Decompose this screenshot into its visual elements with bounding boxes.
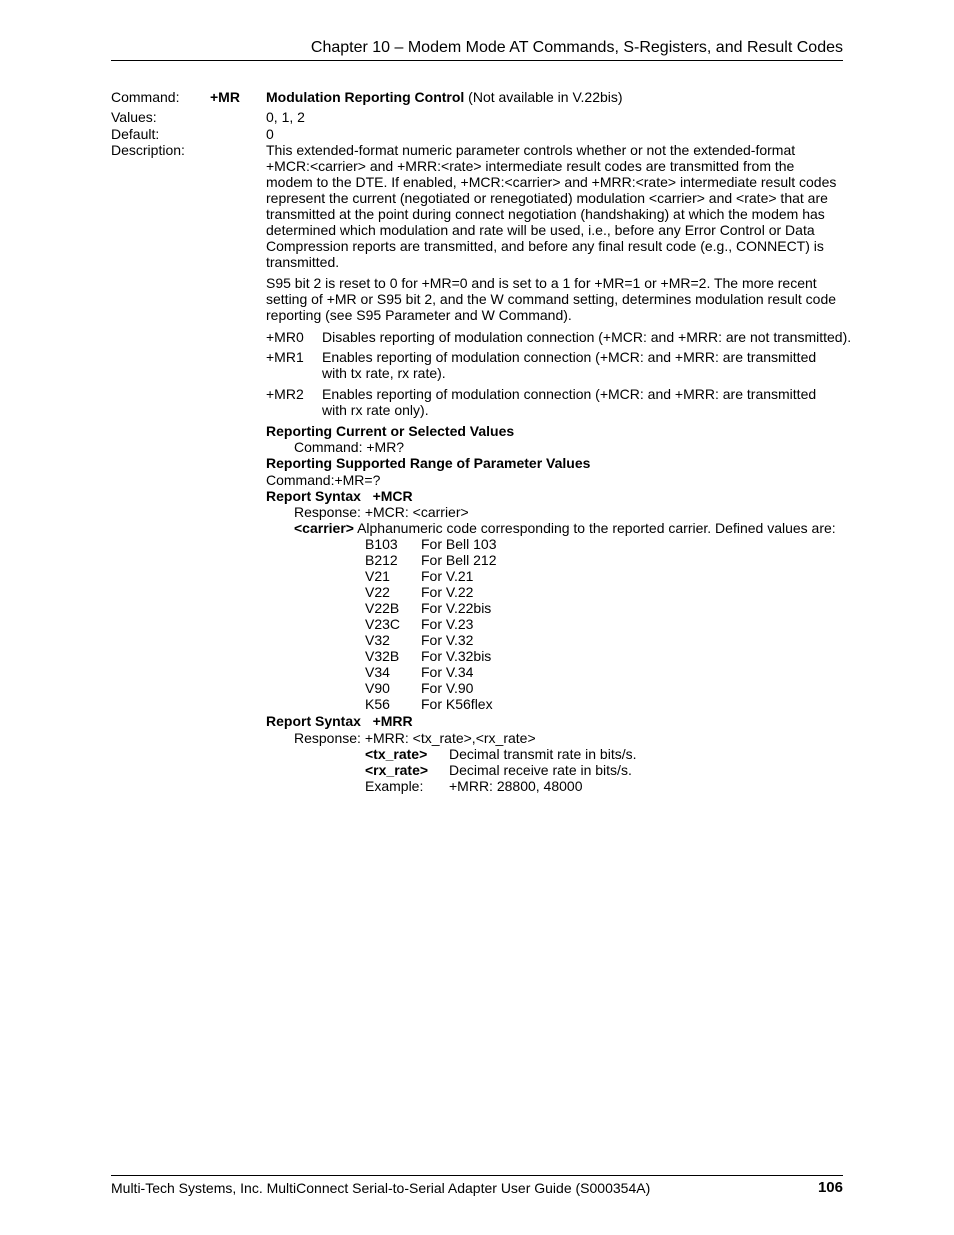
carrier-desc: For V.34: [421, 664, 474, 680]
report-syntax-mcr-heading: [266, 488, 413, 504]
report-syntax-code: +MRR: [372, 713, 413, 729]
carrier-list: [365, 536, 496, 712]
report-syntax-code: +MCR: [372, 488, 413, 504]
command-code: +MR: [210, 89, 240, 105]
carrier-row: [365, 616, 496, 632]
carrier-code: K56: [365, 696, 390, 712]
carrier-desc: For V.22: [421, 584, 474, 600]
carrier-desc: For K56flex: [421, 696, 493, 712]
reporting-range-heading: Reporting Supported Range of Parameter Values: [266, 455, 591, 471]
carrier-code: V32B: [365, 648, 400, 664]
carrier-code: B212: [365, 552, 398, 568]
carrier-code: V23C: [365, 616, 401, 632]
rx-rate-tag: <rx_rate>: [365, 762, 429, 778]
s95-paragraph: [266, 275, 836, 323]
page-footer: [111, 1175, 843, 1197]
carrier-row: [365, 600, 496, 616]
chapter-title: Chapter 10 – Modem Mode AT Commands, S-Registers, and Result Codes: [310, 39, 843, 56]
reporting-current-heading: Reporting Current or Selected Values: [266, 423, 515, 439]
page-header: [111, 38, 843, 61]
carrier-row: [365, 632, 496, 648]
option-code: +MR0: [266, 329, 304, 345]
option-code: +MR2: [266, 386, 304, 402]
report-syntax-mrr-heading: [266, 713, 413, 729]
carrier-code: V22: [365, 584, 390, 600]
page-number: 106: [817, 1179, 843, 1196]
report-syntax-label: Report Syntax: [266, 488, 361, 504]
description-label: Description:: [111, 142, 185, 158]
carrier-desc: For V.23: [421, 616, 474, 632]
description-paragraph: [266, 142, 836, 270]
carrier-desc: For V.32: [421, 632, 474, 648]
option-desc-cont: with tx rate, rx rate).: [322, 365, 446, 381]
description-line: modem to the DTE. If enabled, +MCR:<carrier> and +MRR:<rate> intermediate result codes: [266, 174, 837, 190]
rx-rate-desc: Decimal receive rate in bits/s.: [449, 762, 632, 778]
carrier-code: V22B: [365, 600, 400, 616]
mcr-response: Response: +MCR: <carrier>: [294, 504, 469, 520]
report-syntax-label: Report Syntax: [266, 713, 361, 729]
carrier-desc: For V.21: [421, 568, 474, 584]
default-label: Default:: [111, 126, 160, 142]
carrier-code: B103: [365, 536, 398, 552]
carrier-desc: For V.32bis: [421, 648, 492, 664]
tx-rate-tag: <tx_rate>: [365, 746, 428, 762]
description-line: transmitted at the point during connect negotiation (handshaking) at which the modem has: [266, 206, 825, 222]
s95-line: setting of +MR or S95 bit 2, and the W command setting, determines modulation result code: [266, 291, 837, 307]
option-code: +MR1: [266, 349, 304, 365]
carrier-row: [365, 696, 496, 712]
option-desc: Disables reporting of modulation connection (+MCR: and +MRR: are not transmitted).: [322, 329, 852, 345]
carrier-row: [365, 568, 496, 584]
reporting-range-command: Command:+MR=?: [266, 472, 381, 488]
values-label: Values:: [111, 109, 157, 125]
carrier-row: [365, 680, 496, 696]
command-name: Modulation Reporting Control: [266, 89, 465, 105]
carrier-row: [365, 664, 496, 680]
s95-line: S95 bit 2 is reset to 0 for +MR=0 and is set to a 1 for +MR=1 or +MR=2. The more recent: [266, 275, 817, 291]
description-line: +MCR:<carrier> and +MRR:<rate> intermediate result codes are transmitted from the: [266, 158, 795, 174]
carrier-desc: For Bell 212: [421, 552, 497, 568]
command-label: Command:: [111, 89, 180, 105]
carrier-row: [365, 552, 496, 568]
option-desc-cont: with rx rate only).: [322, 402, 429, 418]
carrier-desc: For V.22bis: [421, 600, 492, 616]
carrier-desc: For V.90: [421, 680, 474, 696]
option-desc: Enables reporting of modulation connection (+MCR: and +MRR: are transmitted: [322, 386, 817, 402]
carrier-row: [365, 536, 496, 552]
description-line: Compression reports are transmitted, and before any final result code (e.g., CONNECT) is: [266, 238, 824, 254]
description-line: transmitted.: [266, 254, 340, 270]
values-value: 0, 1, 2: [266, 109, 305, 125]
carrier-code: V32: [365, 632, 390, 648]
command-note: (Not available in V.22bis): [464, 89, 623, 105]
carrier-definition: [294, 520, 836, 536]
tx-rate-desc: Decimal transmit rate in bits/s.: [449, 746, 637, 762]
option-desc: Enables reporting of modulation connection (+MCR: and +MRR: are transmitted: [322, 349, 817, 365]
default-value: 0: [266, 126, 274, 142]
command-title: [266, 89, 623, 105]
carrier-row: [365, 648, 496, 664]
reporting-current-command: Command: +MR?: [294, 439, 405, 455]
carrier-code: V21: [365, 568, 390, 584]
example-label: Example:: [365, 778, 424, 794]
description-line: determined which modulation and rate will be used, i.e., before any Error Control or Data: [266, 222, 815, 238]
description-line: represent the current (negotiated or renegotiated) modulation <carrier> and <rate> that are: [266, 190, 828, 206]
carrier-desc: For Bell 103: [421, 536, 497, 552]
description-line: This extended-format numeric parameter controls whether or not the extended-format: [266, 142, 796, 158]
carrier-code: V90: [365, 680, 390, 696]
carrier-tag: <carrier>: [294, 520, 354, 536]
s95-line: reporting (see S95 Parameter and W Command).: [266, 307, 572, 323]
footer-text: Multi-Tech Systems, Inc. MultiConnect Serial-to-Serial Adapter User Guide (S000354A): [111, 1180, 651, 1196]
carrier-description: Alphanumeric code corresponding to the reported carrier. Defined values are:: [353, 520, 836, 536]
carrier-code: V34: [365, 664, 390, 680]
example-value: +MRR: 28800, 48000: [449, 778, 583, 794]
carrier-row: [365, 584, 496, 600]
mrr-response: Response: +MRR: <tx_rate>,<rx_rate>: [294, 730, 536, 746]
